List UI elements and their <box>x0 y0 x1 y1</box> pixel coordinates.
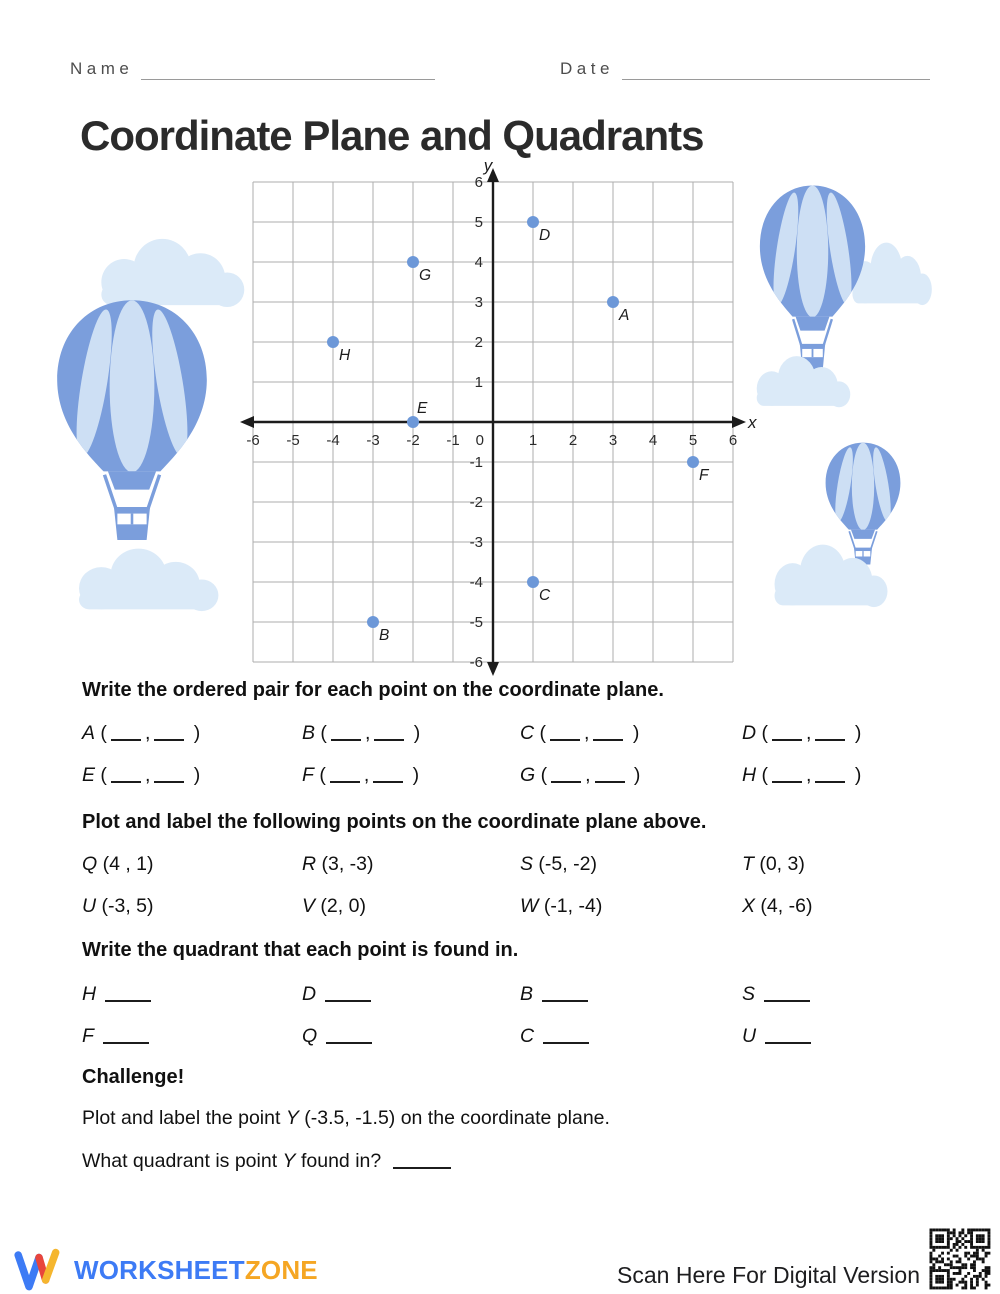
point-C <box>527 576 539 588</box>
plot-point-item-T <box>742 853 932 876</box>
svg-text:-5: -5 <box>469 614 483 631</box>
date-line[interactable] <box>622 79 930 80</box>
point-G <box>407 256 419 268</box>
point-label-D: D <box>539 227 551 244</box>
x-answer-blank-H[interactable] <box>772 768 802 783</box>
plot-point-item-U <box>82 895 302 918</box>
point-letter: T <box>742 853 754 875</box>
point-coords: (0, 3) <box>753 853 805 875</box>
plot-point-item-X <box>742 895 932 918</box>
svg-text:1: 1 <box>528 432 538 449</box>
coordinate-plane <box>240 158 760 688</box>
challenge-heading: Challenge! <box>82 1066 185 1088</box>
svg-text:-3: -3 <box>469 534 483 551</box>
point-label-A: A <box>619 307 630 324</box>
svg-text:-6: -6 <box>469 654 483 671</box>
open-paren: ( <box>95 764 107 786</box>
ordered-pair-item-G <box>520 764 742 787</box>
cloud-graphic <box>764 542 892 608</box>
plot-point-item-R <box>302 853 520 876</box>
point-letter: F <box>302 764 314 786</box>
comma: , <box>806 722 812 744</box>
open-paren: ( <box>756 722 769 744</box>
ordered-pair-items <box>82 722 932 787</box>
challenge-answer-blank[interactable] <box>393 1154 451 1169</box>
svg-text:-6: -6 <box>246 432 260 449</box>
plot-point-item-Q <box>82 853 302 876</box>
point-label-G: G <box>419 267 432 284</box>
point-letter: V <box>302 895 316 917</box>
quadrant-answer-blank-U[interactable] <box>765 1029 811 1044</box>
point-E <box>407 416 419 428</box>
quadrant-item-D <box>302 983 520 1006</box>
svg-text:-1: -1 <box>469 454 483 471</box>
point-letter: D <box>742 722 757 744</box>
svg-text:5: 5 <box>474 214 483 231</box>
x-answer-blank-E[interactable] <box>111 768 141 783</box>
svg-text:-2: -2 <box>469 494 483 511</box>
svg-text:4: 4 <box>648 432 658 449</box>
svg-text:4: 4 <box>474 254 483 271</box>
svg-text:1: 1 <box>474 374 483 391</box>
point-letter: A <box>82 722 96 744</box>
x-answer-blank-G[interactable] <box>551 768 581 783</box>
quadrant-answer-blank-Q[interactable] <box>326 1029 372 1044</box>
hot-air-balloon-graphic <box>46 297 218 545</box>
worksheet-zone-logo <box>14 1244 318 1294</box>
challenge-line2-prefix: What quadrant is point <box>82 1150 283 1172</box>
scan-here-text: Scan Here For Digital Version <box>617 1262 920 1288</box>
quadrant-answer-blank-B[interactable] <box>542 987 588 1002</box>
quadrant-item-C <box>520 1025 742 1048</box>
brand-word-worksheet: WORKSHEET <box>74 1254 245 1285</box>
svg-text:6: 6 <box>474 174 483 191</box>
x-answer-blank-F[interactable] <box>330 768 360 783</box>
close-paren: ) <box>408 722 421 744</box>
point-coords: (-1, -4) <box>538 895 603 917</box>
y-answer-blank-A[interactable] <box>154 726 184 741</box>
ordered-pair-item-F <box>302 764 520 787</box>
name-label: Name <box>70 59 134 78</box>
date-label: Date <box>560 59 614 78</box>
close-paren: ) <box>188 764 201 786</box>
svg-text:-3: -3 <box>366 432 380 449</box>
challenge-line1-prefix: Plot and label the point <box>82 1107 286 1129</box>
challenge-line-1 <box>82 1107 610 1130</box>
page-title: Coordinate Plane and Quadrants <box>80 112 704 160</box>
ordered-pair-heading: Write the ordered pair for each point on the coordinate plane. <box>82 679 664 701</box>
svg-text:3: 3 <box>608 432 618 449</box>
point-label-E: E <box>417 400 428 417</box>
quadrant-item-S <box>742 983 932 1006</box>
quadrant-heading: Write the quadrant that each point is found in. <box>82 939 519 961</box>
svg-text:0: 0 <box>475 432 484 449</box>
quadrant-item-U <box>742 1025 932 1048</box>
comma: , <box>363 764 370 786</box>
challenge-line2-suffix: found in? <box>295 1150 387 1172</box>
point-D <box>527 216 539 228</box>
ordered-pair-item-B <box>302 722 520 745</box>
point-letter: B <box>302 722 316 744</box>
point-coords: (-5, -2) <box>533 853 597 875</box>
point-letter: C <box>520 1025 535 1047</box>
ordered-pair-item-A <box>82 722 302 745</box>
plot-point-item-V <box>302 895 520 918</box>
plot-point-item-W <box>520 895 742 918</box>
quadrant-item-Q <box>302 1025 520 1048</box>
point-letter: X <box>742 895 756 917</box>
svg-text:y: y <box>483 158 493 175</box>
quadrant-answer-blank-F[interactable] <box>103 1029 149 1044</box>
point-letter: F <box>82 1025 94 1047</box>
point-letter: U <box>82 895 97 917</box>
point-letter: S <box>742 983 756 1005</box>
point-letter: W <box>520 895 539 917</box>
point-letter: S <box>520 853 534 875</box>
ordered-pair-item-H <box>742 764 932 787</box>
svg-text:2: 2 <box>568 432 578 449</box>
point-label-F: F <box>699 467 709 484</box>
challenge-line-2 <box>82 1150 455 1173</box>
cloud-graphic <box>748 354 854 408</box>
quadrant-items <box>82 983 932 1048</box>
open-paren: ( <box>315 722 327 744</box>
point-label-B: B <box>379 627 390 644</box>
close-paren: ) <box>849 722 862 744</box>
point-coords: (3, -3) <box>316 853 374 875</box>
point-letter: H <box>742 764 757 786</box>
plot-points-items <box>82 853 932 918</box>
comma: , <box>144 764 151 786</box>
point-letter: B <box>520 983 534 1005</box>
close-paren: ) <box>849 764 862 786</box>
y-answer-blank-H[interactable] <box>815 768 845 783</box>
challenge-line1-suffix: (-3.5, -1.5) on the coordinate plane. <box>298 1107 610 1129</box>
plot-point-item-S <box>520 853 742 876</box>
quadrant-answer-blank-S[interactable] <box>764 987 810 1002</box>
svg-text:-5: -5 <box>286 432 300 449</box>
svg-text:-4: -4 <box>326 432 340 449</box>
y-answer-blank-B[interactable] <box>374 726 404 741</box>
y-answer-blank-D[interactable] <box>815 726 845 741</box>
name-line[interactable] <box>141 79 435 80</box>
quadrant-answer-blank-C[interactable] <box>543 1029 589 1044</box>
x-answer-blank-C[interactable] <box>550 726 580 741</box>
quadrant-item-H <box>82 983 302 1006</box>
point-coords: (4, -6) <box>755 895 813 917</box>
y-answer-blank-F[interactable] <box>373 768 403 783</box>
point-label-C: C <box>539 587 551 604</box>
point-letter: Q <box>302 1025 318 1047</box>
point-label-H: H <box>339 347 351 364</box>
point-letter: H <box>82 983 97 1005</box>
point-letter: U <box>742 1025 757 1047</box>
x-answer-blank-A[interactable] <box>111 726 141 741</box>
point-H <box>327 336 339 348</box>
comma: , <box>585 764 591 786</box>
comma: , <box>806 764 812 786</box>
y-answer-blank-E[interactable] <box>154 768 184 783</box>
comma: , <box>364 722 371 744</box>
open-paren: ( <box>534 722 547 744</box>
point-coords: (4 , 1) <box>97 853 154 875</box>
open-paren: ( <box>313 764 326 786</box>
close-paren: ) <box>407 764 420 786</box>
svg-text:-1: -1 <box>446 432 460 449</box>
point-A <box>607 296 619 308</box>
logo-w-icon <box>14 1245 64 1294</box>
quadrant-answer-blank-H[interactable] <box>105 987 151 1002</box>
svg-text:5: 5 <box>688 432 698 449</box>
close-paren: ) <box>627 722 640 744</box>
comma: , <box>584 722 590 744</box>
svg-text:-4: -4 <box>469 574 483 591</box>
x-answer-blank-D[interactable] <box>772 726 802 741</box>
point-letter: D <box>302 983 317 1005</box>
point-B <box>367 616 379 628</box>
svg-text:3: 3 <box>474 294 483 311</box>
y-answer-blank-G[interactable] <box>595 768 625 783</box>
point-letter: Q <box>82 853 98 875</box>
quadrant-answer-blank-D[interactable] <box>325 987 371 1002</box>
quadrant-item-F <box>82 1025 302 1048</box>
svg-text:2: 2 <box>474 334 483 351</box>
svg-text:6: 6 <box>728 432 738 449</box>
hot-air-balloon-graphic <box>752 183 873 373</box>
challenge-point-letter: Y <box>282 1150 296 1172</box>
ordered-pair-item-E <box>82 764 302 787</box>
svg-text:x: x <box>748 413 757 432</box>
point-letter: R <box>302 853 317 875</box>
open-paren: ( <box>95 722 107 744</box>
challenge-point-letter: Y <box>285 1107 299 1129</box>
cloud-graphic <box>66 546 224 612</box>
svg-text:-2: -2 <box>406 432 420 449</box>
open-paren: ( <box>535 764 548 786</box>
y-answer-blank-C[interactable] <box>593 726 623 741</box>
ordered-pair-item-D <box>742 722 932 745</box>
close-paren: ) <box>628 764 641 786</box>
ordered-pair-item-C <box>520 722 742 745</box>
close-paren: ) <box>188 722 201 744</box>
point-F <box>687 456 699 468</box>
point-letter: E <box>82 764 96 786</box>
qr-code <box>928 1227 994 1291</box>
brand-word-zone: ZONE <box>244 1254 318 1285</box>
comma: , <box>144 722 151 744</box>
open-paren: ( <box>756 764 769 786</box>
x-answer-blank-B[interactable] <box>331 726 361 741</box>
point-letter: G <box>520 764 536 786</box>
point-letter: C <box>520 722 535 744</box>
plot-points-heading: Plot and label the following points on the coordinate plane above. <box>82 811 707 833</box>
point-coords: (-3, 5) <box>96 895 154 917</box>
point-coords: (2, 0) <box>315 895 366 917</box>
quadrant-item-B <box>520 983 742 1006</box>
